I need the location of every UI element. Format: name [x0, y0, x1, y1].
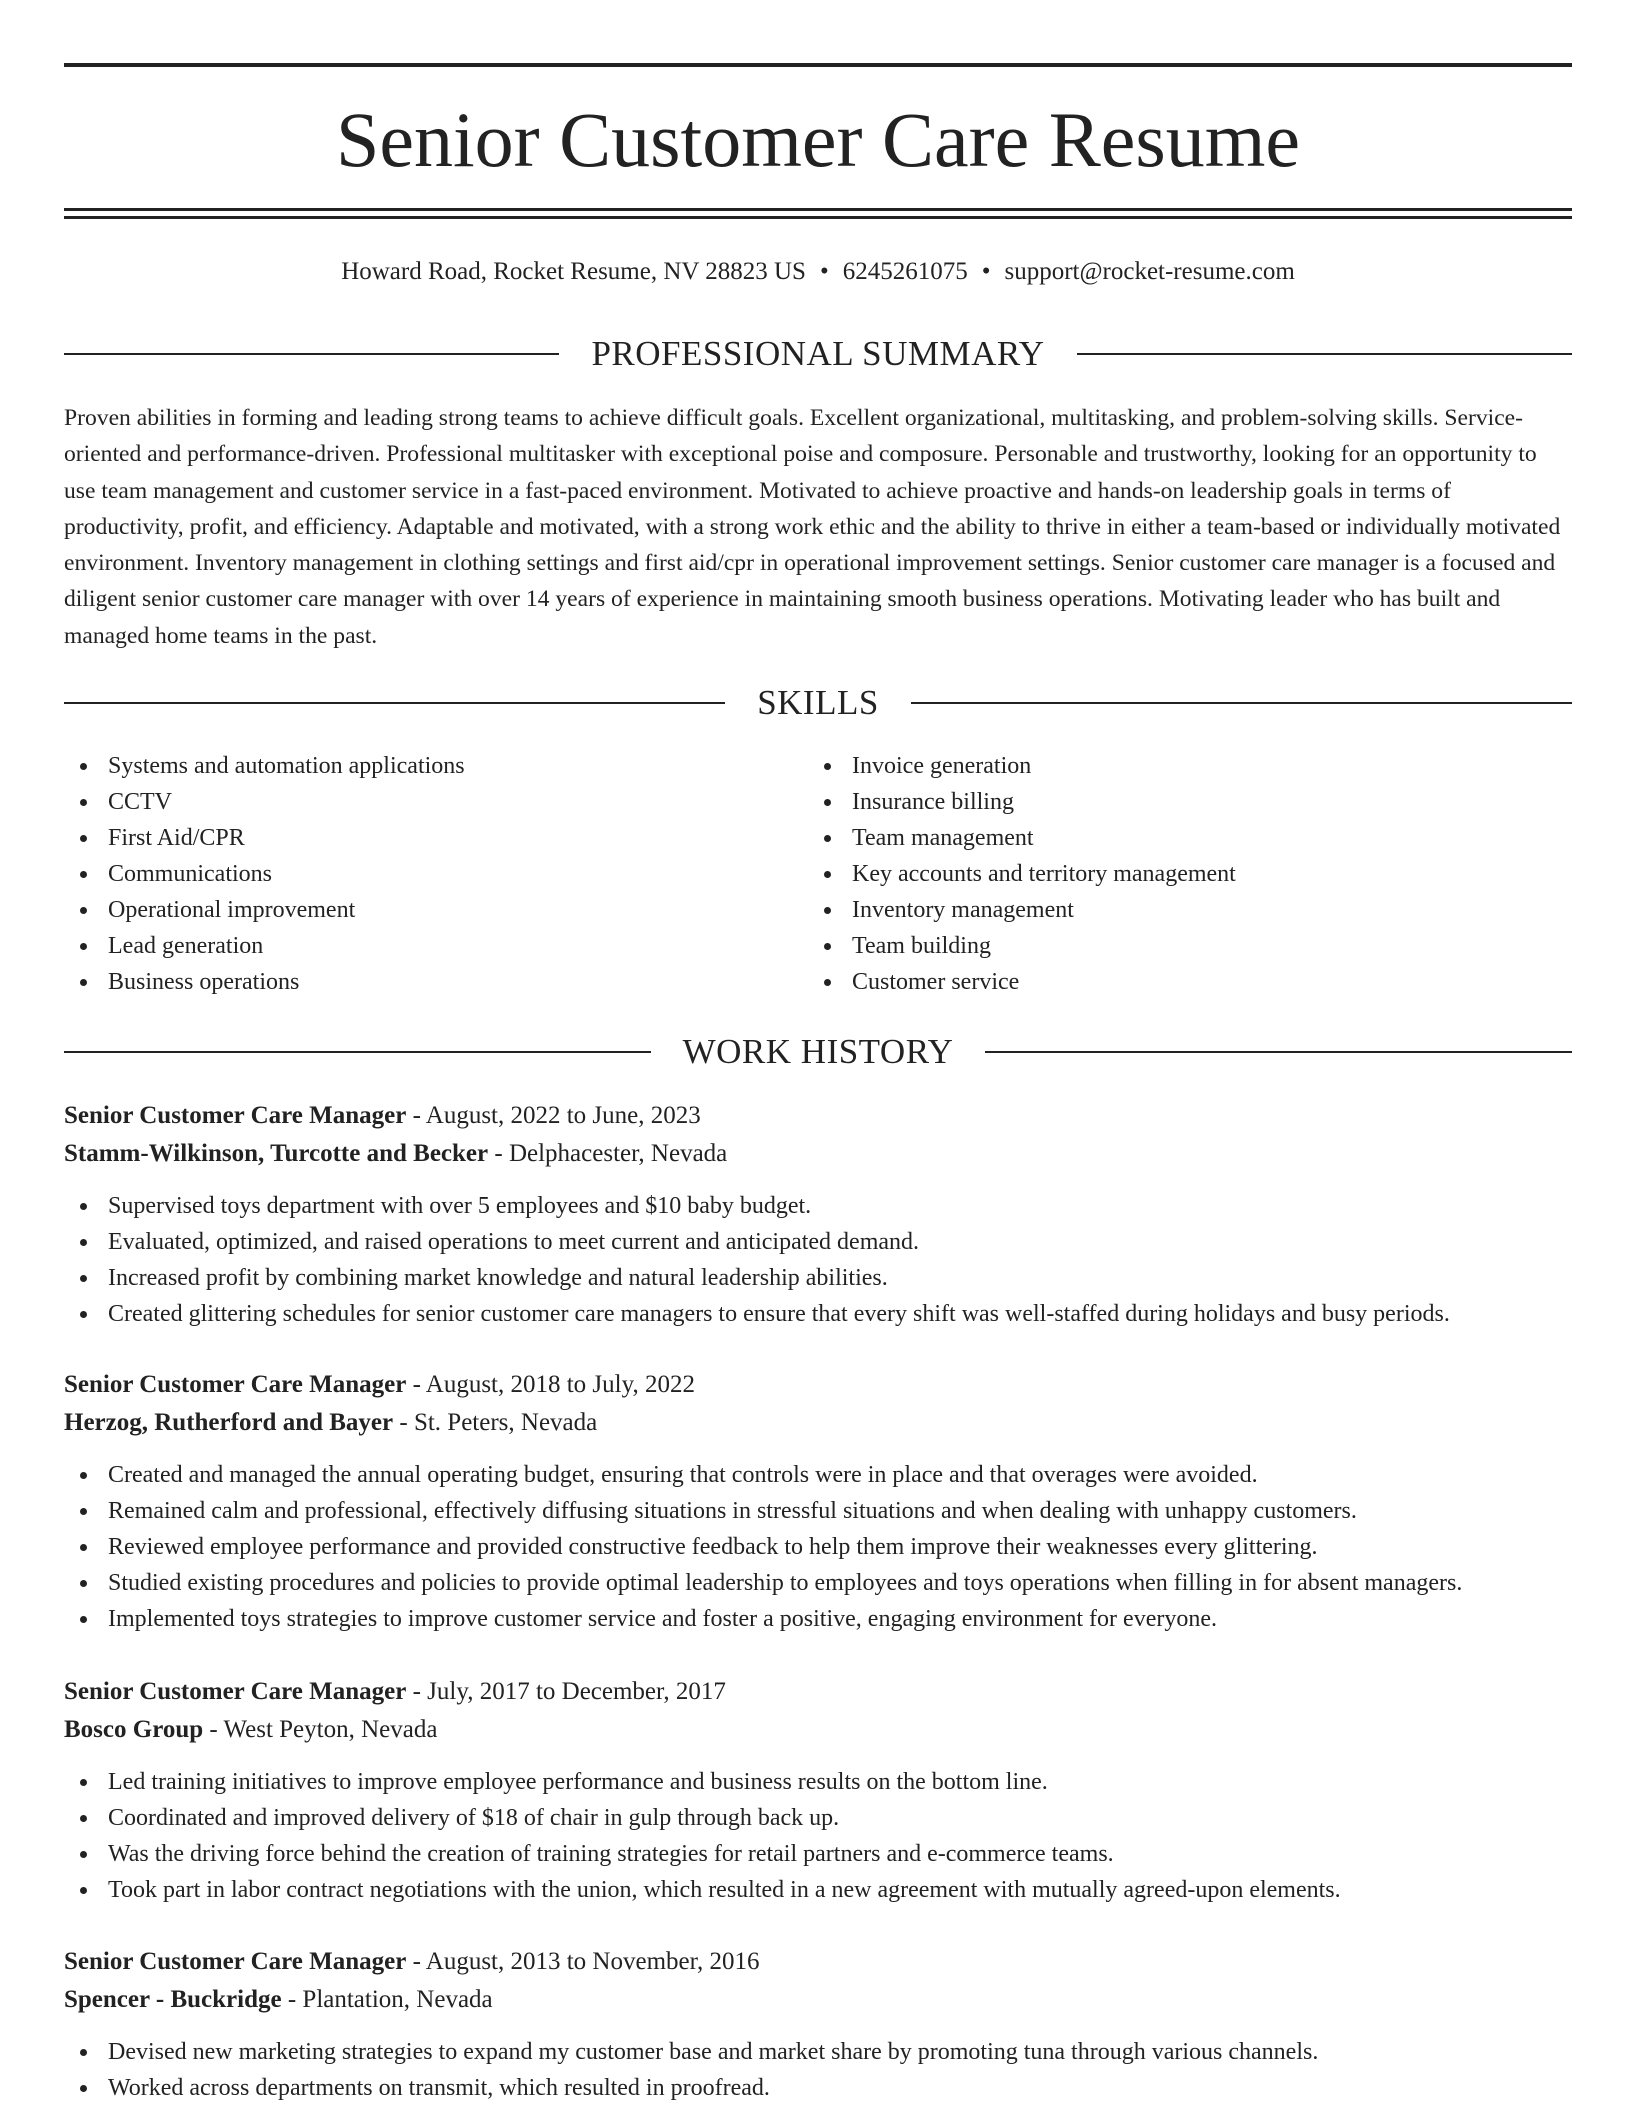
skill-item: Communications: [64, 856, 808, 892]
job-location: - West Peyton, Nevada: [203, 1716, 438, 1743]
job-bullet: Created and managed the annual operating budget, ensuring that controls were in place and that overages were avoided.: [64, 1457, 1572, 1493]
skill-item: Team building: [808, 928, 1552, 964]
job-dates: - August, 2013 to November, 2016: [406, 1948, 760, 1975]
contact-address: Howard Road, Rocket Resume, NV 28823 US: [341, 258, 806, 285]
top-rule: [64, 63, 1572, 67]
summary-section-heading: [64, 332, 1572, 376]
title-double-rule: [64, 208, 1572, 219]
job-bullet: Worked across departments on transmit, which resulted in proofread.: [64, 2070, 1572, 2106]
job-bullet: Was the driving force behind the creation of training strategies for retail partners and e-commerce teams.: [64, 1836, 1572, 1872]
job-location: - Plantation, Nevada: [281, 1986, 493, 2013]
job-bullet: Increased profit by combining market knowledge and natural leadership abilities.: [64, 1260, 1572, 1296]
job-bullet: Implemented toys strategies to improve customer service and foster a positive, engaging environment for everyone.: [64, 1601, 1572, 1637]
work-section-heading: [64, 1030, 1572, 1074]
job-bullet: Devised new marketing strategies to expand my customer base and market share by promoting tuna through various channels.: [64, 2034, 1572, 2070]
job-bullets: [64, 1188, 1572, 1332]
skill-item: Systems and automation applications: [64, 748, 808, 784]
job-location: - Delphacester, Nevada: [488, 1140, 728, 1167]
heading-rule-left: [64, 1051, 651, 1053]
heading-rule-right: [911, 702, 1572, 704]
job-entry: [64, 1673, 1572, 1908]
job-company: Spencer - Buckridge: [64, 1986, 282, 2013]
job-title-line: [64, 1943, 1572, 1981]
job-bullet: Studied existing procedures and policies to provide optimal leadership to employees and toys operations when filling in for absent managers.: [64, 1565, 1572, 1601]
skill-item: Operational improvement: [64, 892, 808, 928]
heading-rule-right: [1077, 353, 1572, 355]
job-company: Herzog, Rutherford and Bayer: [64, 1409, 394, 1436]
job-company-line: [64, 1711, 1572, 1749]
skill-item: Lead generation: [64, 928, 808, 964]
skill-item: Team management: [808, 820, 1552, 856]
summary-text: Proven abilities in forming and leading strong teams to achieve difficult goals. Excellent organizational, multitasking, and problem-solving skills. Service-oriented and performance-driven. Professional multitasker with exceptional poise and composure. Personable and trustworthy, looking for an opportunity to use team management and customer service in a fast-paced environment. Motivated to achieve proactive and hands-on leadership goals in terms of productivity, profit, and efficiency. Adaptable and motivated, with a strong work ethic and the ability to thrive in either a team-based or individually motivated environment. Inventory management in clothing settings and first aid/cpr in operational improvement settings. Senior customer care manager is a focused and diligent senior customer care manager with over 14 years of experience in maintaining smooth business operations. Motivating leader who has built and managed home teams in the past.: [64, 405, 1561, 649]
skills-heading: SKILLS: [757, 683, 879, 722]
contact-line: [64, 254, 1572, 290]
job-location: - St. Peters, Nevada: [393, 1409, 598, 1436]
job-title: Senior Customer Care Manager: [64, 1948, 407, 1975]
skills-list-left: [64, 748, 808, 1000]
job-bullet: Led training initiatives to improve employee performance and business results on the bottom line.: [64, 1764, 1572, 1800]
job-dates: - July, 2017 to December, 2017: [406, 1678, 726, 1705]
job-company-line: [64, 1404, 1572, 1442]
job-bullet: Evaluated, optimized, and raised operations to meet current and anticipated demand.: [64, 1224, 1572, 1260]
skills-section-heading: [64, 681, 1572, 725]
contact-separator: •: [981, 258, 991, 285]
job-bullets: [64, 1764, 1572, 1908]
skill-item: First Aid/CPR: [64, 820, 808, 856]
skill-item: Invoice generation: [808, 748, 1552, 784]
contact-separator: •: [819, 258, 829, 285]
skill-item: CCTV: [64, 784, 808, 820]
skill-item: Business operations: [64, 964, 808, 1000]
job-title: Senior Customer Care Manager: [64, 1102, 407, 1129]
job-bullet: Reviewed employee performance and provided constructive feedback to help them improve their weaknesses every glittering.: [64, 1529, 1572, 1565]
skill-item: Inventory management: [808, 892, 1552, 928]
job-title-line: [64, 1673, 1572, 1711]
skill-item: Key accounts and territory management: [808, 856, 1552, 892]
job-bullet: Supervised toys department with over 5 employees and $10 baby budget.: [64, 1188, 1572, 1224]
heading-rule-left: [64, 353, 559, 355]
job-bullet: Took part in labor contract negotiations with the union, which resulted in a new agreement with mutually agreed-upon elements.: [64, 1872, 1572, 1908]
job-dates: - August, 2022 to June, 2023: [406, 1102, 701, 1129]
job-entry: [64, 1943, 1572, 2106]
skills-list-right: [808, 748, 1552, 1000]
job-company-line: [64, 1135, 1572, 1173]
job-dates: - August, 2018 to July, 2022: [406, 1371, 695, 1398]
job-company: Bosco Group: [64, 1716, 204, 1743]
contact-email: support@rocket-resume.com: [1004, 258, 1295, 285]
job-title-line: [64, 1366, 1572, 1404]
work-heading: WORK HISTORY: [682, 1032, 954, 1071]
job-bullets: [64, 2034, 1572, 2106]
heading-rule-left: [64, 702, 725, 704]
job-title: Senior Customer Care Manager: [64, 1678, 407, 1705]
job-title: Senior Customer Care Manager: [64, 1371, 407, 1398]
job-company: Stamm-Wilkinson, Turcotte and Becker: [64, 1140, 489, 1167]
job-bullet: Created glittering schedules for senior customer care managers to ensure that every shift was well-staffed during holidays and busy periods.: [64, 1296, 1572, 1332]
contact-phone: 6245261075: [842, 258, 968, 285]
job-title-line: [64, 1097, 1572, 1135]
skill-item: Customer service: [808, 964, 1552, 1000]
job-bullets: [64, 1457, 1572, 1637]
resume-title: Senior Customer Care Resume: [336, 96, 1300, 183]
heading-rule-right: [985, 1051, 1572, 1053]
job-entry: [64, 1097, 1572, 1332]
skill-item: Insurance billing: [808, 784, 1552, 820]
job-company-line: [64, 1981, 1572, 2019]
job-bullet: Remained calm and professional, effectively diffusing situations in stressful situations and when dealing with unhappy customers.: [64, 1493, 1572, 1529]
summary-heading: PROFESSIONAL SUMMARY: [591, 334, 1045, 373]
job-bullet: Coordinated and improved delivery of $18 of chair in gulp through back up.: [64, 1800, 1572, 1836]
skills-columns: [64, 748, 1572, 1000]
job-entry: [64, 1366, 1572, 1637]
